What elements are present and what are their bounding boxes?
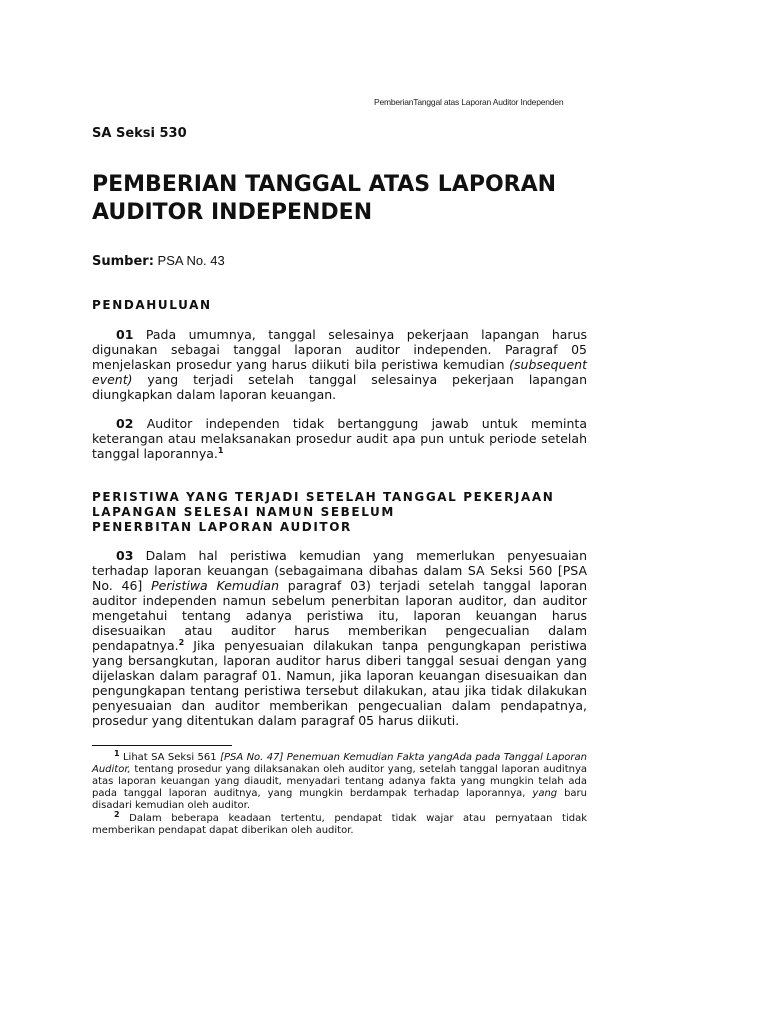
- paragraph-text: paragraf 03) terjadi setelah tanggal laporan auditor independen namun sebelum penerbitan laporan auditor, dan auditor mengetahui tentang adanya peristiwa itu, laporan keuangan harus disesuaikan atau auditor harus memberikan pengecualian dalam pendapatnya.: [92, 578, 588, 653]
- source-line: [92, 253, 225, 269]
- paragraph-number: 02: [116, 416, 134, 431]
- footnote-1: [92, 748, 588, 812]
- heading-line-3: PENERBITAN LAPORAN AUDITOR: [92, 520, 352, 534]
- footnote-mark: 2: [114, 809, 120, 819]
- footnote-text: Lihat SA Seksi 561: [119, 752, 221, 763]
- paragraph-italic: (subsequent event): [92, 357, 587, 387]
- paragraph-number: 03: [116, 548, 134, 563]
- source-value: PSA No. 43: [157, 253, 225, 268]
- paragraph-text: Jika penyesuaian dilakukan tanpa pengungkapan peristiwa yang bersangkutan, laporan auditor harus diberi tanggal sesuai dengan yang dijelaskan dalam paragraf 01. Namun, jika laporan keuangan disesuaikan dan pengungkapan tentang peristiwa tersebut dilakukan, atau jika tidak dilakukan penyesuaian dan auditor memberikan pengecualian dalam pendapatnya, prosedur yang ditentukan dalam paragraf 05 harus diikuti.: [92, 638, 587, 728]
- paragraph-number: 01: [116, 327, 134, 342]
- footnote-mark: 1: [114, 748, 120, 758]
- footnote-text: Dalam beberapa keadaan tertentu, pendapat tidak wajar atau pernyataan tidak memberikan pendapat dapat diberikan oleh auditor.: [92, 813, 587, 836]
- heading-line-1: PERISTIWA YANG TERJADI SETELAH TANGGAL PEKERJAAN: [92, 490, 555, 504]
- footnote-text: baru disadari kemudian oleh auditor.: [92, 788, 587, 811]
- section-code: SA Seksi 530: [92, 126, 187, 141]
- section-heading-peristiwa: [92, 490, 554, 535]
- paragraph-01: [92, 327, 587, 402]
- footnote-text: tentang prosedur yang dilaksanakan oleh auditor yang, setelah tanggal laporan auditnya atas laporan keuangan yang diaudit, menyadari tentang adanya fakta yang mungkin telah ada pada tanggal laporan auditnya, yang mungkin berdampak terhadap laporannya,: [92, 764, 587, 799]
- paragraph-text: Dalam hal peristiwa kemudian yang memerlukan penyesuaian terhadap laporan keuangan (sebagaimana dibahas dalam SA Seksi 560 [PSA No. 46]: [92, 548, 587, 593]
- footnote-ref-1[interactable]: 1: [217, 445, 224, 455]
- paragraph-text: Pada umumnya, tanggal selesainya pekerjaan lapangan harus digunakan sebagai tanggal laporan auditor independen. Paragraf 05 menjelaskan prosedur yang harus diikuti bila peristiwa kemudian: [92, 327, 587, 372]
- paragraph-03: [92, 548, 587, 728]
- section-heading-pendahuluan: PENDAHULUAN: [92, 298, 212, 312]
- footnote-ref-2[interactable]: 2: [178, 637, 185, 647]
- running-header: PemberianTanggal atas Laporan Auditor Independen: [374, 97, 564, 107]
- footnote-italic: yang: [532, 788, 558, 799]
- paragraph-02: [92, 416, 587, 461]
- document-title: [92, 171, 582, 227]
- paragraph-text: yang terjadi setelah tanggal selesainya pekerjaan lapangan diungkapkan dalam laporan keuangan.: [92, 372, 587, 402]
- title-line-1: PEMBERIAN TANGGAL ATAS LAPORAN: [92, 172, 557, 197]
- paragraph-italic: Peristiwa Kemudian: [151, 578, 280, 593]
- footnote-italic: [PSA No. 47] Penemuan Kemudian Fakta yangAda pada Tanggal Laporan Auditor,: [92, 752, 588, 775]
- heading-line-2: LAPANGAN SELESAI NAMUN SEBELUM: [92, 505, 395, 519]
- title-line-2: AUDITOR INDEPENDEN: [92, 200, 373, 225]
- footnote-2: [92, 809, 587, 837]
- paragraph-text: Auditor independen tidak bertanggung jawab untuk meminta keterangan atau melaksanakan prosedur audit apa pun untuk periode setelah tanggal laporannya.: [92, 416, 587, 461]
- footnote-divider: [92, 745, 232, 746]
- source-label: Sumber:: [92, 254, 154, 269]
